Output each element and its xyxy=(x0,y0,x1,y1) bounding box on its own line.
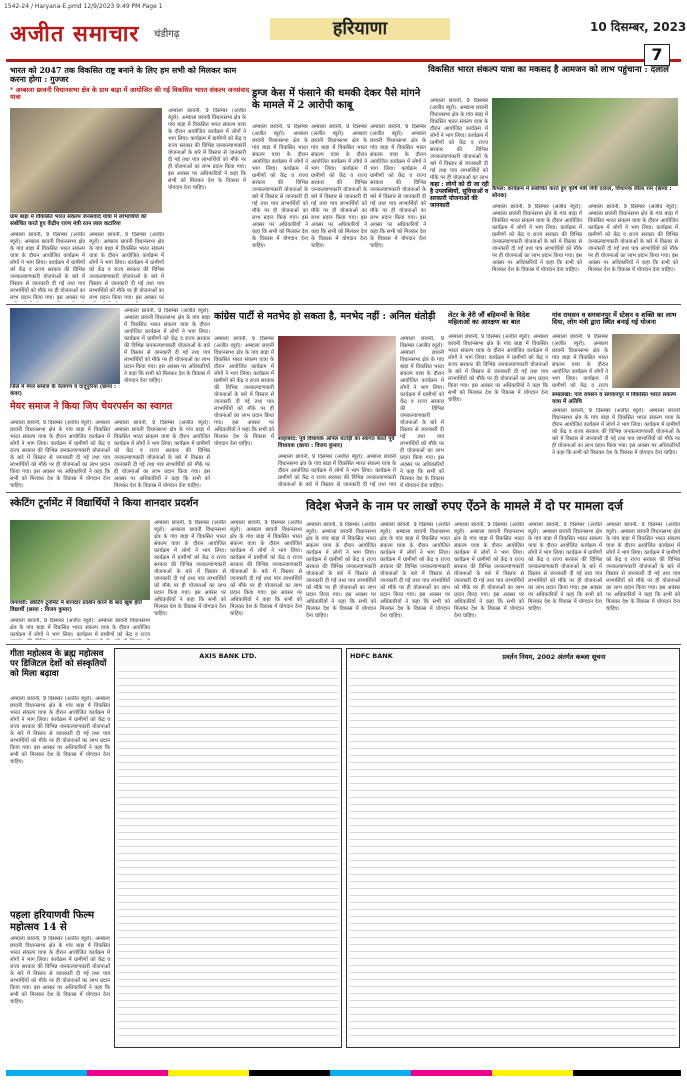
story4-caption: जिले में मेयर समाज के नेतागण व दादूपुरिया (छाया : कंवर) xyxy=(10,384,117,397)
story8-body-col1: अम्बाला छावनी, 9 दिसम्बर (अजीत ब्यूरो): अम्बाला छावनी विधानसभा क्षेत्र के गांव बाड़ा में विकसित भारत संकल्प यात्रा के दौरान आयोजित कार्यक्रम में लोगों ने भाग लिया। कार्यक्रम में ग्रामीणों को केंद्र व राज्य xyxy=(10,618,150,638)
story4-body-col3: अम्बाला छावनी, 9 दिसम्बर (अजीत ब्यूरो): अम्बाला छावनी विधानसभा क्षेत्र के गांव बाड़ा में विकसित भारत संकल्प यात्रा के दौरान आयोजित कार्यक्रम में लोगों ने भाग लिया। कार्यक्रम में ग्रामीणों को केंद्र व राज्य सरकार की विभिन्न जनकल्याणकारी योजनाओं के बारे में विस्तार से जानकारी दी गई तथा पात्र लाभार्थियों को मौके पर ही योजनाओं का लाभ प्रदान किया गया। इस अवसर पर अधिकारियों ने कहा कि सभी को मिलकर देश के विकास में योगदान देना चाहिए। xyxy=(124,308,210,384)
story10-headline: गीता महोत्सव के ब्रह्म महोत्सव पर डिजिटल देशों को संस्कृतियों को मिला बढ़ावा xyxy=(10,649,107,679)
story1-body-col2: अम्बाला छावनी, 9 दिसम्बर (अजीत ब्यूरो): अम्बाला छावनी विधानसभा क्षेत्र के गांव बाड़ा में विकसित भारत संकल्प यात्रा के दौरान आयोजित कार्यक्रम में लोगों ने भाग लिया। कार्यक्रम में ग्रामीणों को केंद्र व राज्य सरकार की विभिन्न जनकल्याणकारी योजनाओं के बारे में विस्तार से जानकारी दी गई तथा पात्र लाभार्थियों को मौके पर ही योजनाओं का लाभ प्रदान किया गया। इस अवसर पर xyxy=(89,232,164,301)
section-title: हरियाणा xyxy=(270,18,450,40)
section-divider xyxy=(6,492,681,493)
story5-body-col1: अम्बाला छावनी, 9 दिसम्बर (अजीत ब्यूरो): अम्बाला छावनी विधानसभा क्षेत्र के गांव बाड़ा में विकसित भारत संकल्प यात्रा के दौरान आयोजित कार्यक्रम में लोगों ने भाग लिया। कार्यक्रम में ग्रामीणों को केंद्र व राज्य सरकार की विभिन्न जनकल्याणकारी योजनाओं के बारे में विस्तार से जानकारी दी गई तथा पात्र लाभार्थियों को मौके पर ही योजनाओं का लाभ प्रदान किया गया। इस अवसर पर अधिकारियों ने कहा कि सभी को मिलकर देश के विकास में योगदान देना चाहिए। xyxy=(214,336,274,447)
story6-body: अम्बाला छावनी, 9 दिसम्बर (अजीत ब्यूरो): अम्बाला छावनी विधानसभा क्षेत्र के गांव बाड़ा में विकसित भारत संकल्प यात्रा के दौरान आयोजित कार्यक्रम में लोगों ने भाग लिया। कार्यक्रम में ग्रामीणों को केंद्र व राज्य सरकार की विभिन्न जनकल्याणकारी योजनाओं के बारे में विस्तार से जानकारी दी गई तथा पात्र लाभार्थियों को मौके पर ही योजनाओं का लाभ प्रदान किया गया। इस अवसर पर अधिकारियों ने कहा कि सभी को मिलकर देश के विकास में योगदान देना चाहिए। xyxy=(448,334,548,403)
story11-body: अम्बाला छावनी, 9 दिसम्बर (अजीत ब्यूरो): अम्बाला छावनी विधानसभा क्षेत्र के गांव बाड़ा में विकसित भारत संकल्प यात्रा के दौरान आयोजित कार्यक्रम में लोगों ने भाग लिया। कार्यक्रम में ग्रामीणों को केंद्र व राज्य सरकार की विभिन्न जनकल्याणकारी योजनाओं के बारे में विस्तार से जानकारी दी गई तथा पात्र लाभार्थियों को मौके पर ही योजनाओं का लाभ प्रदान किया गया। इस अवसर पर अधिकारियों ने कहा कि सभी को मिलकर देश के विकास में योगदान देना चाहिए। xyxy=(10,936,110,1005)
story3-headline: विकसित भारत संकल्प यात्रा का मकसद है आमजन को लाभ पहुंचाना : दलाल xyxy=(428,65,669,75)
story7-caption: समालखा: गांव रायसन व सगवानपुर में विकसित भारत संकल्प यात्रा में अतिथि xyxy=(552,392,676,405)
story3-body-col1: अम्बाला छावनी, 9 दिसम्बर (अजीत ब्यूरो): अम्बाला छावनी विधानसभा क्षेत्र के गांव बाड़ा में विकसित भारत संकल्प यात्रा के दौरान आयोजित कार्यक्रम में लोगों ने भाग लिया। कार्यक्रम में ग्रामीणों को केंद्र व राज्य सरकार की विभिन्न जनकल्याणकारी योजनाओं के बारे में विस्तार से जानकारी दी गई तथा पात्र लाभार्थियों को मौके पर ही योजनाओं का लाभ xyxy=(430,98,488,180)
page-number: 7 xyxy=(644,44,670,66)
story7-body-col1: अम्बाला छावनी, 9 दिसम्बर (अजीत ब्यूरो): अम्बाला छावनी विधानसभा क्षेत्र के गांव बाड़ा में विकसित भारत संकल्प यात्रा के दौरान आयोजित कार्यक्रम में लोगों ने भाग लिया। कार्यक्रम में ग्रामीणों को केंद्र व राज्य xyxy=(552,334,608,389)
story1-headline: भारत को 2047 तक विकसित राष्ट्र बनाने के लिए हम सभी को मिलकर काम करना होगा : गुज्जर xyxy=(10,65,237,85)
story9-body-col1: अम्बाला छावनी, 9 दिसम्बर (अजीत ब्यूरो): अम्बाला छावनी विधानसभा क्षेत्र के गांव बाड़ा में विकसित भारत संकल्प यात्रा के दौरान आयोजित कार्यक्रम में लोगों ने भाग लिया। कार्यक्रम में ग्रामीणों को केंद्र व राज्य सरकार की विभिन्न जनकल्याणकारी योजनाओं के बारे में विस्तार से जानकारी दी गई तथा पात्र लाभार्थियों को मौके पर ही योजनाओं का लाभ प्रदान किया गया। इस अवसर पर अधिकारियों ने कहा कि सभी को मिलकर देश के विकास में योगदान देना चाहिए। xyxy=(306,522,376,619)
story5-headline: कांग्रेस पार्टी से मतभेद हो सकता है, मनभेद नहीं : अनिल धंतोड़ी xyxy=(214,311,436,322)
story1-body-col3: अम्बाला छावनी, 9 दिसम्बर (अजीत ब्यूरो): अम्बाला छावनी विधानसभा क्षेत्र के गांव बाड़ा में विकसित भारत संकल्प यात्रा के दौरान आयोजित कार्यक्रम में लोगों ने भाग लिया। कार्यक्रम में ग्रामीणों को केंद्र व राज्य सरकार की विभिन्न जनकल्याणकारी योजनाओं के बारे में विस्तार से जानकारी दी गई तथा पात्र लाभार्थियों को मौके पर ही योजनाओं का लाभ प्रदान किया गया। इस अवसर पर अधिकारियों ने कहा कि सभी को मिलकर देश के विकास में योगदान देना चाहिए। xyxy=(168,108,246,191)
bank-notice-ad-2-title: HDFC BANK xyxy=(350,652,393,660)
story1-body-col1: अम्बाला छावनी, 9 दिसम्बर (अजीत ब्यूरो): अम्बाला छावनी विधानसभा क्षेत्र के गांव बाड़ा में विकसित भारत संकल्प यात्रा के दौरान आयोजित कार्यक्रम में लोगों ने भाग लिया। कार्यक्रम में ग्रामीणों को केंद्र व राज्य सरकार की विभिन्न जनकल्याणकारी योजनाओं के बारे में विस्तार से जानकारी दी गई तथा पात्र लाभार्थियों को मौके पर ही योजनाओं का लाभ प्रदान किया गया। इस अवसर पर xyxy=(10,232,85,301)
story4-headline: मेयर समाज ने किया जिप चेयरपर्सन का स्वागत xyxy=(10,401,173,412)
print-metadata-strip: 1542-24 / Haryana-E.pmd 12/9/2023 9:49 PM Page 1 xyxy=(4,3,163,10)
story5-caption: शाहाबाद: पूर्व विधायक अनिल धंतोड़ी का स्वागत करते पूर्व विधायक (छाया : विजय कुमार) xyxy=(278,436,395,449)
story4-body-col2: अम्बाला छावनी, 9 दिसम्बर (अजीत ब्यूरो): अम्बाला छावनी विधानसभा क्षेत्र के गांव बाड़ा में विकसित भारत संकल्प यात्रा के दौरान आयोजित कार्यक्रम में लोगों ने भाग लिया। कार्यक्रम में ग्रामीणों को केंद्र व राज्य सरकार की विभिन्न जनकल्याणकारी योजनाओं के बारे में विस्तार से जानकारी दी गई तथा पात्र लाभार्थियों को मौके पर ही योजनाओं का लाभ प्रदान किया गया। इस अवसर पर अधिकारियों ने कहा कि सभी को मिलकर देश के विकास में योगदान देना चाहिए। xyxy=(114,420,210,488)
story2-body-col3: अम्बाला छावनी, 9 दिसम्बर (अजीत ब्यूरो): अम्बाला छावनी विधानसभा क्षेत्र के गांव बाड़ा में विकसित भारत संकल्प यात्रा के दौरान आयोजित कार्यक्रम में लोगों ने भाग लिया। कार्यक्रम में ग्रामीणों को केंद्र व राज्य सरकार की विभिन्न जनकल्याणकारी योजनाओं के बारे में विस्तार से जानकारी दी गई तथा पात्र लाभार्थियों को मौके पर ही योजनाओं का लाभ प्रदान किया गया। इस अवसर पर अधिकारियों ने कहा कि सभी को मिलकर देश के विकास में योगदान देना चाहिए। xyxy=(370,124,426,249)
issue-date: 10 दिसम्बर, 2023 xyxy=(590,20,687,34)
story3-body-col3: अम्बाला छावनी, 9 दिसम्बर (अजीत ब्यूरो): अम्बाला छावनी विधानसभा क्षेत्र के गांव बाड़ा में विकसित भारत संकल्प यात्रा के दौरान आयोजित कार्यक्रम में लोगों ने भाग लिया। कार्यक्रम में ग्रामीणों को केंद्र व राज्य सरकार की विभिन्न जनकल्याणकारी योजनाओं के बारे में विस्तार से जानकारी दी गई तथा पात्र लाभार्थियों को मौके पर ही योजनाओं का लाभ प्रदान किया गया। इस अवसर पर अधिकारियों ने कहा कि सभी को मिलकर देश के विकास में योगदान देना चाहिए। xyxy=(588,204,678,273)
story3-photo xyxy=(492,98,678,186)
story9-headline: विदेश भेजने के नाम पर लाखों रुपए ऐंठने के मामले में दो पर मामला दर्ज xyxy=(306,499,623,513)
story8-body-col3: अम्बाला छावनी, 9 दिसम्बर (अजीत ब्यूरो): अम्बाला छावनी विधानसभा क्षेत्र के गांव बाड़ा में विकसित भारत संकल्प यात्रा के दौरान आयोजित कार्यक्रम में लोगों ने भाग लिया। कार्यक्रम में ग्रामीणों को केंद्र व राज्य सरकार की विभिन्न जनकल्याणकारी योजनाओं के बारे में विस्तार से जानकारी दी गई तथा पात्र लाभार्थियों को मौके पर ही योजनाओं का लाभ प्रदान किया गया। इस अवसर पर अधिकारियों ने कहा कि सभी को मिलकर देश के विकास में योगदान देना चाहिए। xyxy=(230,520,302,617)
story8-caption: जगाधरी: स्केटिंग टूर्नामेंट में शानदार प्रदर्शन करने के बाद खुश होते विद्यार्थी (छाया : विजय कुमार) xyxy=(10,600,142,613)
story4-photo xyxy=(10,308,120,384)
story2-body-col1: अम्बाला छावनी, 9 दिसम्बर (अजीत ब्यूरो): अम्बाला छावनी विधानसभा क्षेत्र के गांव बाड़ा में विकसित भारत संकल्प यात्रा के दौरान आयोजित कार्यक्रम में लोगों ने भाग लिया। कार्यक्रम में ग्रामीणों को केंद्र व राज्य सरकार की विभिन्न जनकल्याणकारी योजनाओं के बारे में विस्तार से जानकारी दी गई तथा पात्र लाभार्थियों को मौके पर ही योजनाओं का लाभ प्रदान किया गया। इस अवसर पर अधिकारियों ने कहा कि सभी को मिलकर देश के विकास में योगदान देना चाहिए। xyxy=(252,124,308,249)
bank-notice-ad-1-table xyxy=(118,666,338,1042)
bank-notice-ad-2-subtitle: प्रवर्तन नियम, 2002 अंतर्गत कब्जा सूचना xyxy=(502,653,606,661)
story2-body-col2: अम्बाला छावनी, 9 दिसम्बर (अजीत ब्यूरो): अम्बाला छावनी विधानसभा क्षेत्र के गांव बाड़ा में विकसित भारत संकल्प यात्रा के दौरान आयोजित कार्यक्रम में लोगों ने भाग लिया। कार्यक्रम में ग्रामीणों को केंद्र व राज्य सरकार की विभिन्न जनकल्याणकारी योजनाओं के बारे में विस्तार से जानकारी दी गई तथा पात्र लाभार्थियों को मौके पर ही योजनाओं का लाभ प्रदान किया गया। इस अवसर पर अधिकारियों ने कहा कि सभी को मिलकर देश के विकास में योगदान देना चाहिए। xyxy=(311,124,367,249)
story7-body-col2: अम्बाला छावनी, 9 दिसम्बर (अजीत ब्यूरो): अम्बाला छावनी विधानसभा क्षेत्र के गांव बाड़ा में विकसित भारत संकल्प यात्रा के दौरान आयोजित कार्यक्रम में लोगों ने भाग लिया। कार्यक्रम में ग्रामीणों को केंद्र व राज्य सरकार की विभिन्न जनकल्याणकारी योजनाओं के बारे में विस्तार से जानकारी दी गई तथा पात्र लाभार्थियों को मौके पर ही योजनाओं का लाभ प्रदान किया गया। इस अवसर पर अधिकारियों ने कहा कि सभी को मिलकर देश के विकास में योगदान देना चाहिए। xyxy=(552,408,680,456)
story7-headline: गांव रायसन व सगवानपुर में स्टेशन व शक्ति का लाभ दिया, लोग मंत्री द्वारा स्थित बनाई गई योजना xyxy=(552,311,677,327)
edition-city: चंडीगढ़ xyxy=(154,29,180,40)
story5-body-col2: अम्बाला छावनी, 9 दिसम्बर (अजीत ब्यूरो): अम्बाला छावनी विधानसभा क्षेत्र के गांव बाड़ा में विकसित भारत संकल्प यात्रा के दौरान आयोजित कार्यक्रम में लोगों ने भाग लिया। कार्यक्रम में ग्रामीणों को केंद्र व राज्य सरकार की विभिन्न जनकल्याणकारी योजनाओं के बारे में विस्तार से जानकारी दी गई तथा पात्र xyxy=(278,454,396,488)
story4-body-col1: अम्बाला छावनी, 9 दिसम्बर (अजीत ब्यूरो): अम्बाला छावनी विधानसभा क्षेत्र के गांव बाड़ा में विकसित भारत संकल्प यात्रा के दौरान आयोजित कार्यक्रम में लोगों ने भाग लिया। कार्यक्रम में ग्रामीणों को केंद्र व राज्य सरकार की विभिन्न जनकल्याणकारी योजनाओं के बारे में विस्तार से जानकारी दी गई तथा पात्र लाभार्थियों को मौके पर ही योजनाओं का लाभ प्रदान किया गया। इस अवसर पर अधिकारियों ने कहा कि सभी को मिलकर देश के विकास में योगदान देना चाहिए। xyxy=(10,420,110,488)
story8-body-col2: अम्बाला छावनी, 9 दिसम्बर (अजीत ब्यूरो): अम्बाला छावनी विधानसभा क्षेत्र के गांव बाड़ा में विकसित भारत संकल्प यात्रा के दौरान आयोजित कार्यक्रम में लोगों ने भाग लिया। कार्यक्रम में ग्रामीणों को केंद्र व राज्य सरकार की विभिन्न जनकल्याणकारी योजनाओं के बारे में विस्तार से जानकारी दी गई तथा पात्र लाभार्थियों को मौके पर ही योजनाओं का लाभ प्रदान किया गया। इस अवसर पर अधिकारियों ने कहा कि सभी को मिलकर देश के विकास में योगदान देना चाहिए। xyxy=(154,520,226,617)
story8-headline: स्केटिंग टूर्नामेंट में विद्यार्थियों ने किया शानदार प्रदर्शन xyxy=(10,498,199,509)
story8-photo xyxy=(10,520,150,600)
story5-body-col3: अम्बाला छावनी, 9 दिसम्बर (अजीत ब्यूरो): अम्बाला छावनी विधानसभा क्षेत्र के गांव बाड़ा में विकसित भारत संकल्प यात्रा के दौरान आयोजित कार्यक्रम में लोगों ने भाग लिया। कार्यक्रम में ग्रामीणों को केंद्र व राज्य सरकार की विभिन्न जनकल्याणकारी योजनाओं के बारे में विस्तार से जानकारी दी गई तथा पात्र लाभार्थियों को मौके पर ही योजनाओं का लाभ प्रदान किया गया। इस अवसर पर अधिकारियों ने कहा कि सभी को मिलकर देश के विकास में योगदान देना चाहिए। xyxy=(400,336,444,488)
story1-caption: ग्राम बाड़ा में विकसित भारत संकल्प जनसंवाद यात्रा में लाभार्थियों को संबोधित करते हुए केंद्रीय राज्य मंत्री रतन लाल कटारिया xyxy=(10,214,147,227)
story11-headline: पहला हरियाणवी फिल्म महोत्सव 14 से xyxy=(10,910,95,933)
story10-body: अम्बाला छावनी, 9 दिसम्बर (अजीत ब्यूरो): अम्बाला छावनी विधानसभा क्षेत्र के गांव बाड़ा में विकसित भारत संकल्प यात्रा के दौरान आयोजित कार्यक्रम में लोगों ने भाग लिया। कार्यक्रम में ग्रामीणों को केंद्र व राज्य सरकार की विभिन्न जनकल्याणकारी योजनाओं के बारे में विस्तार से जानकारी दी गई तथा पात्र लाभार्थियों को मौके पर ही योजनाओं का लाभ प्रदान किया गया। इस अवसर पर अधिकारियों ने कहा कि सभी को मिलकर देश के विकास में योगदान देना चाहिए। xyxy=(10,696,110,765)
story9-body-col2: अम्बाला छावनी, 9 दिसम्बर (अजीत ब्यूरो): अम्बाला छावनी विधानसभा क्षेत्र के गांव बाड़ा में विकसित भारत संकल्प यात्रा के दौरान आयोजित कार्यक्रम में लोगों ने भाग लिया। कार्यक्रम में ग्रामीणों को केंद्र व राज्य सरकार की विभिन्न जनकल्याणकारी योजनाओं के बारे में विस्तार से जानकारी दी गई तथा पात्र लाभार्थियों को मौके पर ही योजनाओं का लाभ प्रदान किया गया। इस अवसर पर अधिकारियों ने कहा कि सभी को मिलकर देश के विकास में योगदान देना चाहिए। xyxy=(380,522,450,619)
story9-body-col5: अम्बाला छावनी, 9 दिसम्बर (अजीत ब्यूरो): अम्बाला छावनी विधानसभा क्षेत्र के गांव बाड़ा में विकसित भारत संकल्प यात्रा के दौरान आयोजित कार्यक्रम में लोगों ने भाग लिया। कार्यक्रम में ग्रामीणों को केंद्र व राज्य सरकार की विभिन्न जनकल्याणकारी योजनाओं के बारे में विस्तार से जानकारी दी गई तथा पात्र लाभार्थियों को मौके पर ही योजनाओं का लाभ प्रदान किया गया। इस अवसर पर अधिकारियों ने कहा कि सभी को मिलकर देश के विकास में योगदान देना चाहिए। xyxy=(606,522,680,612)
color-registration-bar xyxy=(6,1070,681,1076)
story7-photo xyxy=(612,334,680,388)
story3-body-col2: अम्बाला छावनी, 9 दिसम्बर (अजीत ब्यूरो): अम्बाला छावनी विधानसभा क्षेत्र के गांव बाड़ा में विकसित भारत संकल्प यात्रा के दौरान आयोजित कार्यक्रम में लोगों ने भाग लिया। कार्यक्रम में ग्रामीणों को केंद्र व राज्य सरकार की विभिन्न जनकल्याणकारी योजनाओं के बारे में विस्तार से जानकारी दी गई तथा पात्र लाभार्थियों को मौके पर ही योजनाओं का लाभ प्रदान किया गया। इस अवसर पर अधिकारियों ने कहा कि सभी को मिलकर देश के विकास में योगदान देना चाहिए। xyxy=(492,204,582,273)
section-divider xyxy=(6,304,681,305)
story5-photo xyxy=(278,336,396,436)
story9-body-col3: अम्बाला छावनी, 9 दिसम्बर (अजीत ब्यूरो): अम्बाला छावनी विधानसभा क्षेत्र के गांव बाड़ा में विकसित भारत संकल्प यात्रा के दौरान आयोजित कार्यक्रम में लोगों ने भाग लिया। कार्यक्रम में ग्रामीणों को केंद्र व राज्य सरकार की विभिन्न जनकल्याणकारी योजनाओं के बारे में विस्तार से जानकारी दी गई तथा पात्र लाभार्थियों को मौके पर ही योजनाओं का लाभ प्रदान किया गया। इस अवसर पर अधिकारियों ने कहा कि सभी को मिलकर देश के विकास में योगदान देना चाहिए। xyxy=(454,522,524,619)
bank-notice-ad-2-table xyxy=(350,666,676,1042)
bank-notice-ad-1-title: AXIS BANK LTD. xyxy=(199,652,257,660)
story1-photo xyxy=(10,108,162,213)
story9-body-col4: अम्बाला छावनी, 9 दिसम्बर (अजीत ब्यूरो): अम्बाला छावनी विधानसभा क्षेत्र के गांव बाड़ा में विकसित भारत संकल्प यात्रा के दौरान आयोजित कार्यक्रम में लोगों ने भाग लिया। कार्यक्रम में ग्रामीणों को केंद्र व राज्य सरकार की विभिन्न जनकल्याणकारी योजनाओं के बारे में विस्तार से जानकारी दी गई तथा पात्र लाभार्थियों को मौके पर ही योजनाओं का लाभ प्रदान किया गया। इस अवसर पर अधिकारियों ने कहा कि सभी को मिलकर देश के विकास में योगदान देना चाहिए। xyxy=(528,522,602,612)
section-divider xyxy=(6,644,681,645)
story1-subhead: * अम्बाला छावनी विधानसभा क्षेत्र के ग्राम बाड़ा में आयोजित की गई विकसित भारत संकल्प जनसंवाद यात्रा xyxy=(10,86,250,102)
story2-headline: ड्रग्ज केस में फंसाने की धमकी देकर पैसे मांगने के मामले में 2 आरोपी काबू xyxy=(252,88,421,111)
story6-headline: लेटर के वेरी जौं बहिमन्यों के विदेश महिलाओं का आरक्षण का बात xyxy=(448,311,530,327)
story3-subhead: कहा : लोगों को दी जा रही है उपलब्धियों, सुविधाओं व सरकारी योजनाओं की जानकारी xyxy=(430,181,489,209)
newspaper-logo: अजीत समाचार xyxy=(10,21,140,47)
story3-caption: कैथल: कार्यक्रम में संबोधित करते हुए कृषि मंत्री जेपी दलाल, विधायक लीला राम (छाया : सोनक) xyxy=(492,186,672,199)
